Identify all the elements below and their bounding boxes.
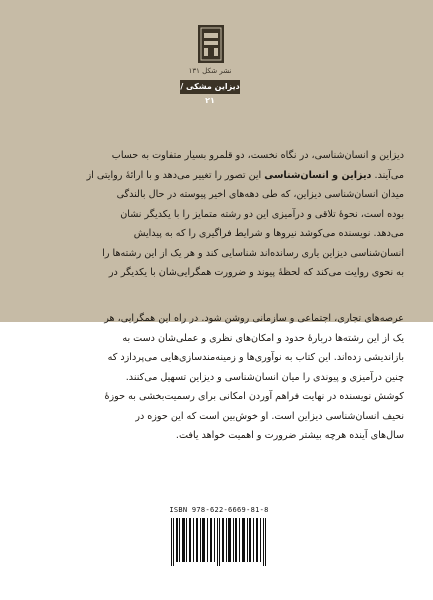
text-line: عرصه‌های تجاری، اجتماعی و سازمانی روشن شود. در راه این همگرایی، هر (104, 313, 404, 324)
text-line: نحیف انسان‌شناسی دیزاین است. او خوش‌بین است که این حوزه در (135, 410, 404, 422)
series-label: نشر شکل ۱۳۱ (188, 67, 232, 75)
text-line: چنین درآمیزی و پیوندی را میان انسان‌شناسی و دیزاین تسهیل می‌کنند. (125, 371, 404, 383)
text-line: میدان انسان‌شناسی دیزاین، که طی دهه‌های اخیر پیوسته در حال بالندگی (116, 189, 404, 200)
text-line: می‌آیند. دیزاین ‌و ‌انسان‌شناسی این تصور را تغییر می‌دهد و با ارائهٔ روایتی از (86, 169, 404, 181)
text-line: کوشش نویسنده در نهایت فراهم آوردن امکانی برای رسمیت‌بخشی به حوزهٔ (104, 391, 404, 402)
text-line: یک از این رشته‌ها دربارهٔ حدود و امکان‌های نظری و عملی‌شان دست به (122, 332, 404, 344)
publisher-logo-icon (198, 25, 224, 63)
text-line: بازاندیشی زده‌اند. این کتاب به نوآوری‌ها و زمینه‌مندسازی‌هایی می‌پردازد که (107, 352, 404, 363)
book-title-inline: دیزاین ‌و ‌انسان‌شناسی (264, 169, 372, 181)
paragraph-two (24, 309, 404, 446)
series-badge: دیزاین مشکی / ۲۱ (180, 82, 240, 105)
barcode (167, 506, 271, 568)
paragraph-one (24, 146, 404, 283)
text-line: می‌دهد. نویسنده می‌کوشد نیروها و شرایط فراگیری را که به پیدایش (133, 228, 404, 239)
text-line: سال‌های آینده هرچه بیشتر ضرورت و اهمیت خواهد یافت. (175, 430, 404, 441)
isbn-label: ISBN 978-622-6669-81-8 (169, 506, 269, 514)
barcode-icon (169, 518, 269, 566)
text-line: دیزاین و انسان‌شناسی، در نگاه نخست، دو قلمرو بسیار متفاوت به حساب (111, 150, 404, 161)
text-line: بوده است، نحوهٔ تلاقی و درآمیزی این دو رشته متمایز را با یکدیگر نشان (120, 208, 404, 220)
text-line: انسان‌شناسی دیزاین یاری رسانده‌اند شناسایی کند و هر یک از این رشته‌ها را (102, 247, 404, 259)
text-line: به نحوی روایت می‌کند که لحظهٔ پیوند و ضرورت همگرایی‌شان با یکدیگر در (108, 267, 404, 278)
